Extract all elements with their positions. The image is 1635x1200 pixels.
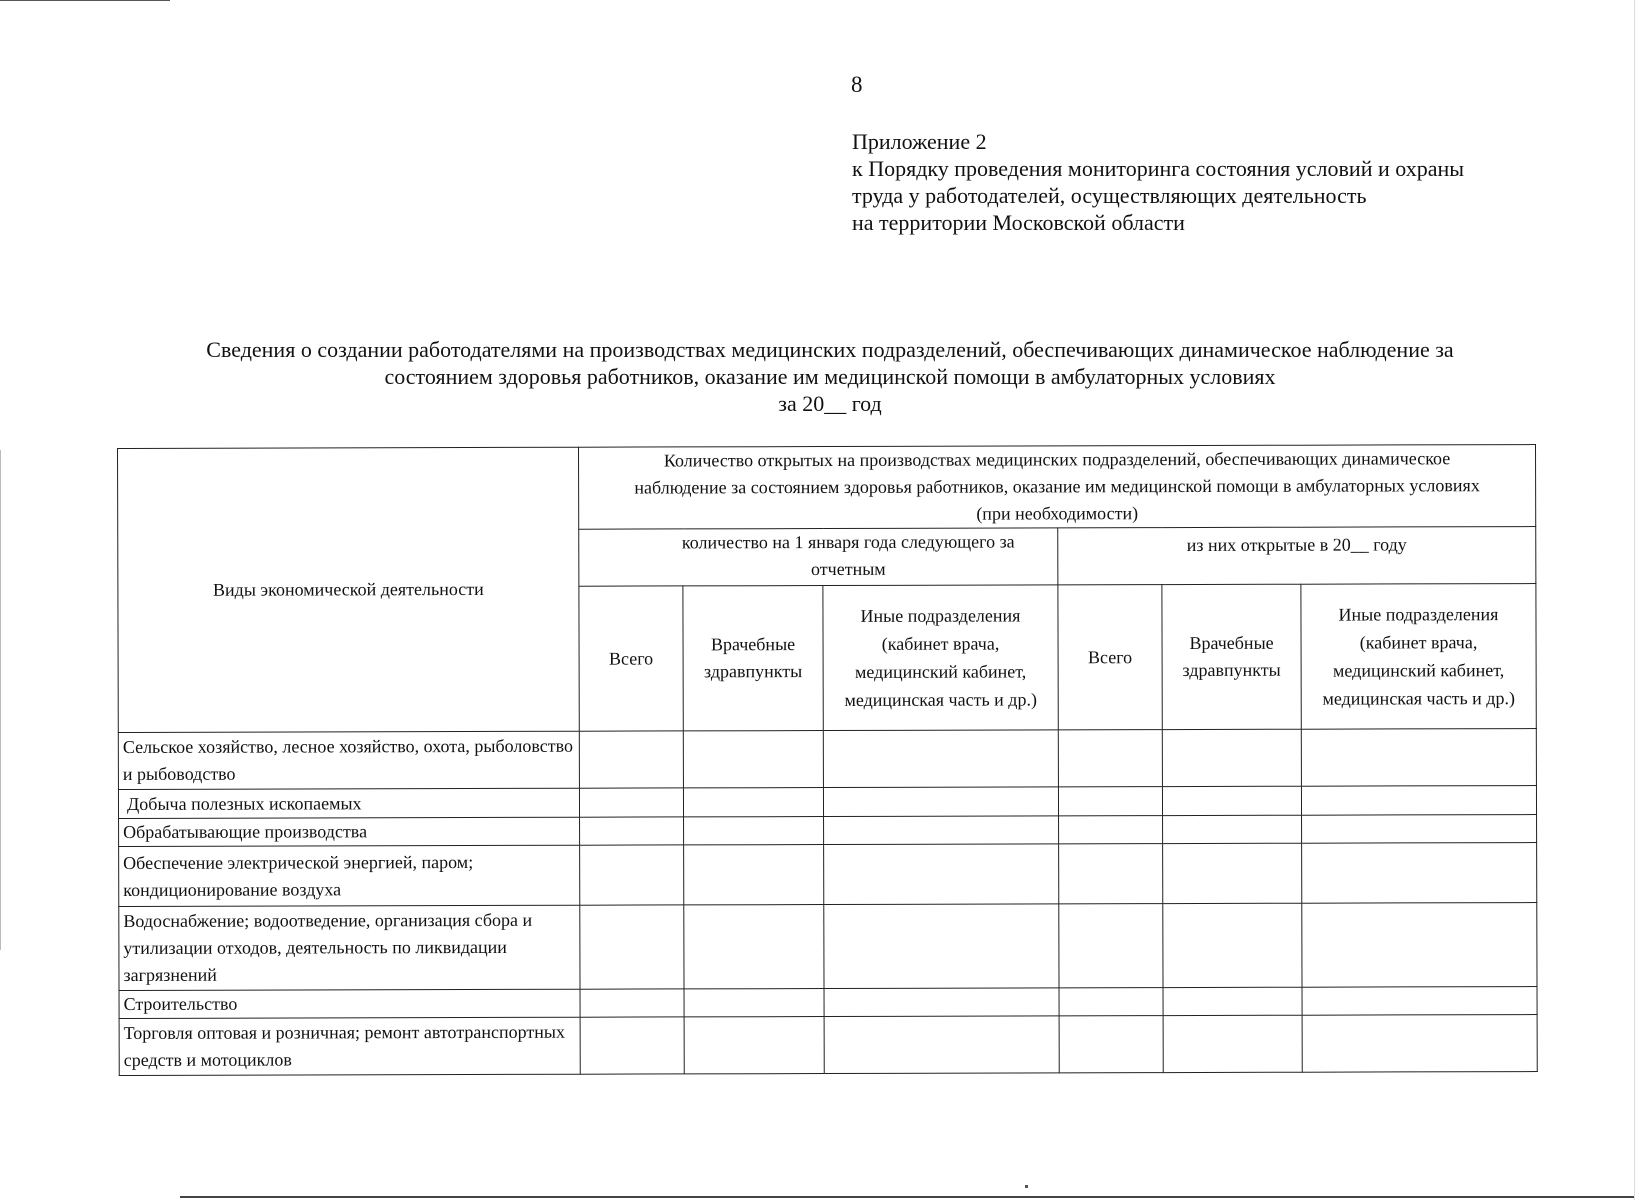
data-cell[interactable] — [824, 1016, 1059, 1074]
data-cell[interactable] — [1058, 730, 1162, 787]
data-cell[interactable] — [824, 844, 1059, 905]
data-cell[interactable] — [580, 989, 684, 1017]
activity-label: Строительство — [119, 989, 580, 1018]
activity-label: Торговля оптовая и розничная; ремонт автотранспортных средств и мотоциклов — [119, 1017, 580, 1075]
data-cell[interactable] — [683, 731, 823, 788]
data-cell[interactable] — [824, 816, 1059, 845]
data-cell[interactable] — [1162, 729, 1301, 786]
data-cell[interactable] — [1163, 843, 1302, 903]
data-cell[interactable] — [823, 787, 1058, 817]
data-cell[interactable] — [824, 904, 1059, 989]
activity-label: Сельское хозяйство, лесное хозяйство, охота, рыболовство и рыбоводство — [118, 731, 579, 789]
column-header-cell: Врачебные здравпункты — [1162, 584, 1301, 729]
scan-edge-left — [0, 450, 1, 950]
data-cell[interactable] — [1302, 1015, 1537, 1073]
data-cell[interactable] — [1163, 903, 1302, 987]
activity-label: Добыча полезных ископаемых — [118, 788, 579, 818]
scan-edge-bottom — [180, 1196, 1635, 1198]
column-header-cell: Всего — [579, 586, 683, 731]
data-cell[interactable] — [579, 731, 683, 788]
data-cell[interactable] — [1302, 843, 1537, 904]
data-cell[interactable] — [1163, 987, 1302, 1015]
appendix-line: Приложение 2 — [852, 129, 987, 154]
activity-label: Обрабатывающие производства — [119, 817, 580, 846]
data-cell[interactable] — [684, 817, 824, 845]
data-cell[interactable] — [1059, 988, 1163, 1016]
data-cell[interactable] — [1163, 815, 1302, 843]
data-cell[interactable] — [1059, 1016, 1163, 1073]
data-cell[interactable] — [1302, 903, 1537, 988]
data-cell[interactable] — [580, 1017, 684, 1074]
document-title — [100, 336, 1560, 417]
data-cell[interactable] — [1302, 815, 1537, 844]
data-cell[interactable] — [1059, 844, 1163, 904]
table-row — [119, 815, 1537, 847]
page-number: 8 — [851, 72, 863, 97]
data-cell[interactable] — [580, 817, 684, 845]
data-cell[interactable] — [580, 905, 684, 989]
row-header-cell: Виды экономической деятельности — [118, 447, 580, 732]
column-header-cell: Иные подразделения (кабинет врача, медицинский кабинет, медицинская часть и др.) — [823, 585, 1058, 731]
title-line: за 20__ год — [778, 391, 882, 416]
table-row — [119, 1015, 1537, 1076]
data-cell[interactable] — [684, 989, 824, 1017]
activity-label: Водоснабжение; водоотведение, организация сбора и утилизации отходов, деятельность по ликвидации загрязнений — [119, 905, 580, 990]
activity-label: Обеспечение электрической энергией, паром; кондиционирование воздуха — [119, 845, 580, 906]
data-cell[interactable] — [684, 905, 824, 989]
data-cell[interactable] — [1302, 987, 1537, 1016]
title-line: Сведения о создании работодателями на производствах медицинских подразделений, обеспечивающих динамическое наблюдение за — [206, 337, 1454, 362]
data-cell[interactable] — [1058, 787, 1162, 816]
scan-edge-top — [0, 0, 170, 1]
data-cell[interactable] — [824, 988, 1059, 1017]
data-cell[interactable] — [580, 845, 684, 905]
report-table — [117, 444, 1538, 1076]
appendix-block — [852, 128, 1464, 236]
appendix-line: труда у работодателей, осуществляющих деятельность — [852, 183, 1367, 208]
data-cell[interactable] — [1059, 816, 1163, 844]
table-row — [119, 903, 1537, 991]
data-cell[interactable] — [684, 845, 824, 905]
data-cell[interactable] — [1301, 786, 1536, 816]
data-cell[interactable] — [684, 1017, 824, 1074]
data-cell[interactable] — [1162, 786, 1301, 815]
table-row — [118, 729, 1536, 790]
appendix-line: на территории Московской области — [852, 210, 1185, 235]
appendix-line: к Порядку проведения мониторинга состояния условий и охраны — [852, 156, 1465, 181]
data-cell[interactable] — [579, 788, 683, 817]
data-cell[interactable] — [1163, 1015, 1302, 1072]
table-row — [118, 786, 1536, 819]
table-row — [119, 987, 1537, 1019]
title-line: состоянием здоровья работников, оказание им медицинской помощи в амбулаторных условиях — [384, 364, 1276, 389]
group-header-cell: Количество открытых на производствах медицинских подразделений, обеспечивающих динамическое наблюдение за состоянием здоровья работников, оказание им медицинской помощи в амбулаторных условиях (при необходимости) — [578, 445, 1535, 530]
data-cell[interactable] — [1059, 904, 1163, 988]
scan-speck — [1025, 1185, 1028, 1188]
data-cell[interactable] — [823, 730, 1058, 788]
column-header-cell: Всего — [1058, 585, 1162, 730]
subgroup-header-cell: из них открытые в 20__ году — [1058, 527, 1536, 585]
data-cell[interactable] — [1301, 729, 1536, 787]
table-row — [119, 843, 1537, 907]
subgroup-header-cell: количество на 1 января года следующего за отчетным — [579, 528, 1058, 586]
column-header-cell: Врачебные здравпункты — [683, 586, 823, 731]
column-header-cell: Иные подразделения (кабинет врача, медицинский кабинет, медицинская часть и др.) — [1301, 584, 1536, 730]
data-cell[interactable] — [683, 788, 823, 817]
